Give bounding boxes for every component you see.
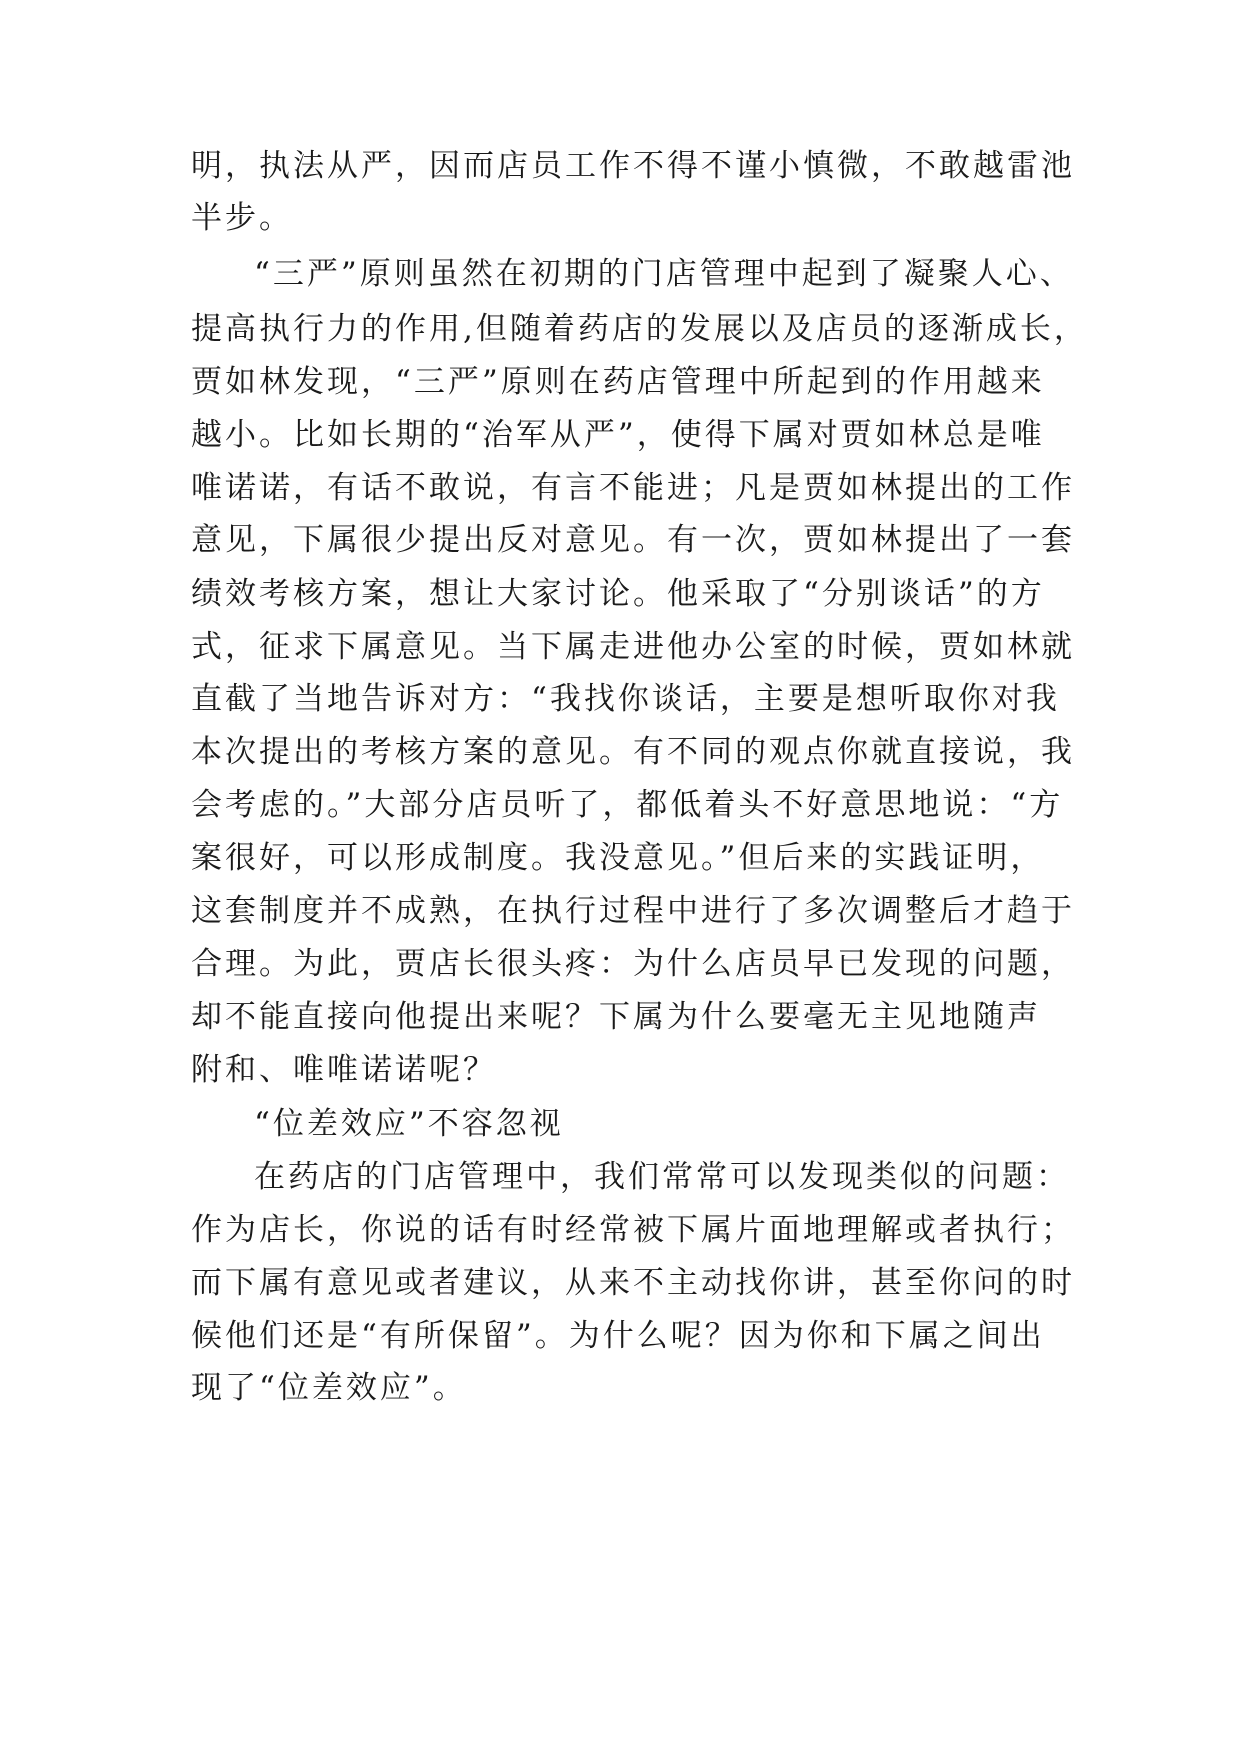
text-line: 合理。为此，贾店长很头疼：为什么店员早已发现的问题， — [191, 946, 1075, 982]
text-line: 候他们还是“有所保留”。为什么呢？因为你和下属之间出 — [191, 1318, 1045, 1354]
text-line: 本次提出的考核方案的意见。有不同的观点你就直接说，我 — [191, 734, 1075, 770]
paragraph-start-line: 在药店的门店管理中，我们常常可以发现类似的问题： — [254, 1159, 1070, 1195]
text-line: 半步。 — [191, 200, 293, 236]
text-line: 直截了当地告诉对方：“我找你谈话，主要是想听取你对我 — [191, 681, 1060, 717]
text-line: 现了“位差效应”。 — [191, 1370, 467, 1406]
text-line: 而下属有意见或者建议，从来不主动找你讲，甚至你问的时 — [191, 1265, 1075, 1301]
text-line: 绩效考核方案，想让大家讨论。他采取了“分别谈话”的方 — [191, 576, 1045, 612]
text-line: 意见，下属很少提出反对意见。有一次，贾如林提出了一套 — [191, 522, 1075, 558]
text-line: 却不能直接向他提出来呢？下属为什么要毫无主见地随声 — [191, 999, 1041, 1035]
text-line: 作为店长，你说的话有时经常被下属片面地理解或者执行； — [191, 1212, 1075, 1248]
text-line: 明，执法从严，因而店员工作不得不谨小慎微，不敢越雷池 — [191, 148, 1075, 184]
text-line: 唯诺诺，有话不敢说，有言不能进；凡是贾如林提出的工作 — [191, 470, 1075, 506]
text-line: 附和、唯唯诺诺呢？ — [191, 1052, 497, 1088]
text-line: 案很好，可以形成制度。我没意见。”但后来的实践证明， — [191, 840, 1045, 876]
text-line: 提高执行力的作用,但随着药店的发展以及店员的逐渐成长， — [191, 311, 1088, 347]
text-line: 会考虑的。”大部分店员听了，都低着头不好意思地说：“方 — [191, 787, 1064, 823]
text-line: 越小。比如长期的“治军从严”，使得下属对贾如林总是唯 — [191, 417, 1045, 453]
paragraph-start-line: “三严”原则虽然在初期的门店管理中起到了凝聚人心、 — [254, 256, 1074, 292]
text-line: 这套制度并不成熟，在执行过程中进行了多次调整后才趋于 — [191, 893, 1075, 929]
text-line: 贾如林发现，“三严”原则在药店管理中所起到的作用越来 — [191, 364, 1045, 400]
text-line: 式，征求下属意见。当下属走进他办公室的时候，贾如林就 — [191, 629, 1075, 665]
section-heading: “位差效应”不容忽视 — [254, 1106, 564, 1142]
